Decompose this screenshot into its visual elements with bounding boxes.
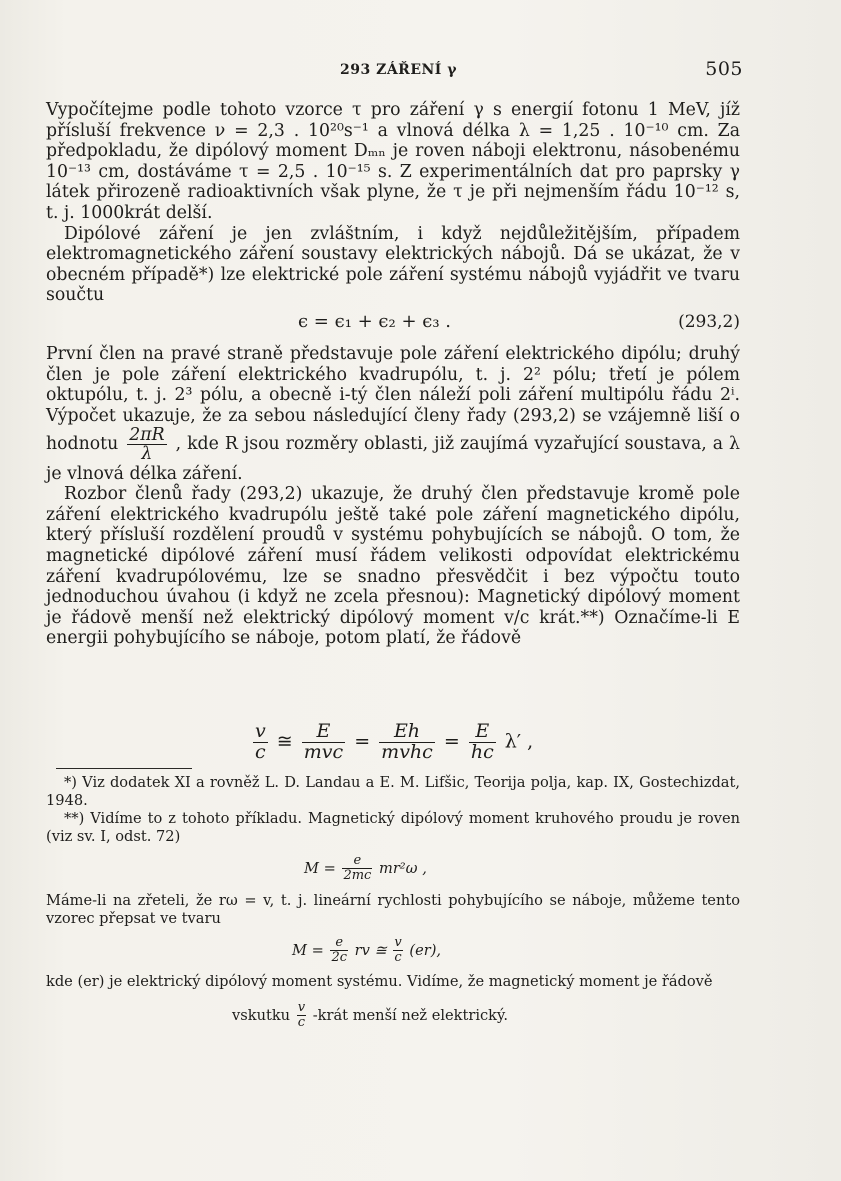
paragraph-2: Dipólové záření je jen zvláštním, i když nejdůležitějším, případem elektromagnetického záření soustavy elektrických nábojů. Dá se ukázat, že v obecném případě*) lze elektrické pole záření systému nábojů vyjádřit ve tvaru součtu <box>46 223 740 306</box>
denominator: mvc <box>303 740 344 763</box>
relation-approx: ≅ <box>276 730 293 753</box>
denominator: c <box>394 949 402 965</box>
energy-ratio-formula <box>250 722 533 763</box>
ratio-denominator: λ <box>141 444 153 465</box>
denominator: 2mc <box>343 868 372 884</box>
equation-number: (293,2) <box>678 311 740 332</box>
running-header <box>40 58 743 84</box>
numerator: E <box>302 722 345 743</box>
footnote-5-tail: -krát menší než elektrický. <box>312 1006 508 1024</box>
footnote-1: *) Viz dodatek XI a rovněž L. D. Landau a E. M. Lifšic, Teorija polja, kap. IX, Gostechizdat, 1948. <box>46 774 740 809</box>
footnote-5 <box>46 1001 740 1031</box>
frac-v-over-c-final <box>297 1001 306 1031</box>
formula-tail: λ′ , <box>504 730 534 753</box>
numerator: v <box>394 934 402 950</box>
section-title: 293 ZÁŘENÍ γ <box>340 62 457 78</box>
paragraph-4: Rozbor členů řady (293,2) ukazuje, že druhý člen představuje kromě pole záření elektrického kvadrupólu ještě také pole záření magnetického dipólu, který přísluší rozdělení proudů v systému pohybujících se nábojů. O tom, že magnetické dipólové záření musí řádem velikosti odpovídat elektrickému záření kvadrupólovému, lze se snadno přesvědčit i bez výpočtu touto jednoduchou úvahou (i když ne zcela přesnou): Magnetický dipólový moment je řádově menší než elektrický dipólový moment v/c krát.**) Označíme-li E energii pohybujícího se náboje, potom platí, že řádově <box>46 484 740 649</box>
footnote-formula-2 <box>46 936 740 966</box>
paragraph-3-part-b: , kde R jsou rozměry oblasti, již zaujímá vyzařující soustava, a λ je vlnová délka záření. <box>46 434 740 484</box>
paragraph-3-part-a: První člen na pravé straně představuje pole záření elektrického dipólu; druhý člen je pole záření elektrického kvadrupólu, t. j. 2² pólu; třetí je pólem oktupólu, t. j. 2³ pólu, a obecně i-tý člen náleží poli záření multipólu řádu 2ⁱ. Výpočet ukazuje, že za sebou následující členy řady (293,2) se vzájemně liší o hodnotu <box>46 343 740 455</box>
footnotes <box>46 774 740 1031</box>
relation-equals: = <box>443 730 460 753</box>
formula-lhs: M = <box>304 859 336 877</box>
ratio-2piR-over-lambda <box>127 426 166 463</box>
frac-e-over-2mc <box>342 854 372 884</box>
frac-E-over-mvc <box>302 722 345 763</box>
footnote-4: kde (er) je elektrický dipólový moment systému. Vidíme, že magnetický moment je řádově <box>46 973 713 991</box>
formula-lhs: M = <box>292 941 324 959</box>
footnote-5-lead: vskutku <box>232 1006 291 1024</box>
numerator: e <box>330 936 348 951</box>
frac-v-over-c <box>253 722 268 763</box>
denominator: c <box>255 740 266 763</box>
footnote-2: **) Vidíme to z tohoto příkladu. Magnetický dipólový moment kruhového proudu je roven (viz sv. I, odst. 72) <box>46 810 740 845</box>
ratio-numerator: 2πR <box>129 425 165 446</box>
denominator: hc <box>470 740 494 763</box>
frac-e-over-2c <box>330 936 348 966</box>
frac-E-over-hc <box>469 722 496 763</box>
formula-rhs: (er), <box>409 941 442 959</box>
main-text <box>46 100 740 649</box>
frac-Eh-over-mvhc <box>379 722 435 763</box>
equation-body: ϵ = ϵ₁ + ϵ₂ + ϵ₃ . <box>298 310 451 332</box>
denominator: mvhc <box>381 740 433 763</box>
numerator: v <box>297 1000 306 1016</box>
numerator: Eh <box>379 722 435 743</box>
relation-equals: = <box>354 730 371 753</box>
page-number: 505 <box>705 58 743 80</box>
numerator: E <box>469 722 496 743</box>
formula-middle: rv ≅ <box>354 941 387 959</box>
denominator: 2c <box>331 949 348 965</box>
formula-rhs: mr²ω , <box>378 859 427 877</box>
denominator: c <box>297 1015 306 1031</box>
numerator: e <box>342 854 372 869</box>
footnote-3: Máme-li na zřeteli, že rω = v, t. j. lineární rychlosti pohybujícího se náboje, můžeme tento vzorec přepsat ve tvaru <box>46 891 740 927</box>
paragraph-3 <box>46 344 740 484</box>
numerator: v <box>255 720 266 742</box>
frac-v-over-c-small <box>393 936 402 966</box>
footnote-formula-1 <box>46 854 740 884</box>
paragraph-1: Vypočítejme podle tohoto vzorce τ pro záření γ s energií fotonu 1 MeV, jíž přísluší frekvence ν = 2,3 . 10²⁰s⁻¹ a vlnová délka λ = 1,25 . 10⁻¹⁰ cm. Za předpokladu, že dipólový moment Dₘₙ je roven náboji elektronu, násobenému 10⁻¹³ cm, dostáváme τ = 2,5 . 10⁻¹⁵ s. Z experimentálních dat pro paprsky γ látek přirozeně radioaktivních však plyne, že τ je při nejmenším řádu 10⁻¹² s, t. j. 1000krát delší. <box>46 100 740 223</box>
footnote-rule <box>56 768 192 769</box>
equation-293-2 <box>46 308 740 338</box>
